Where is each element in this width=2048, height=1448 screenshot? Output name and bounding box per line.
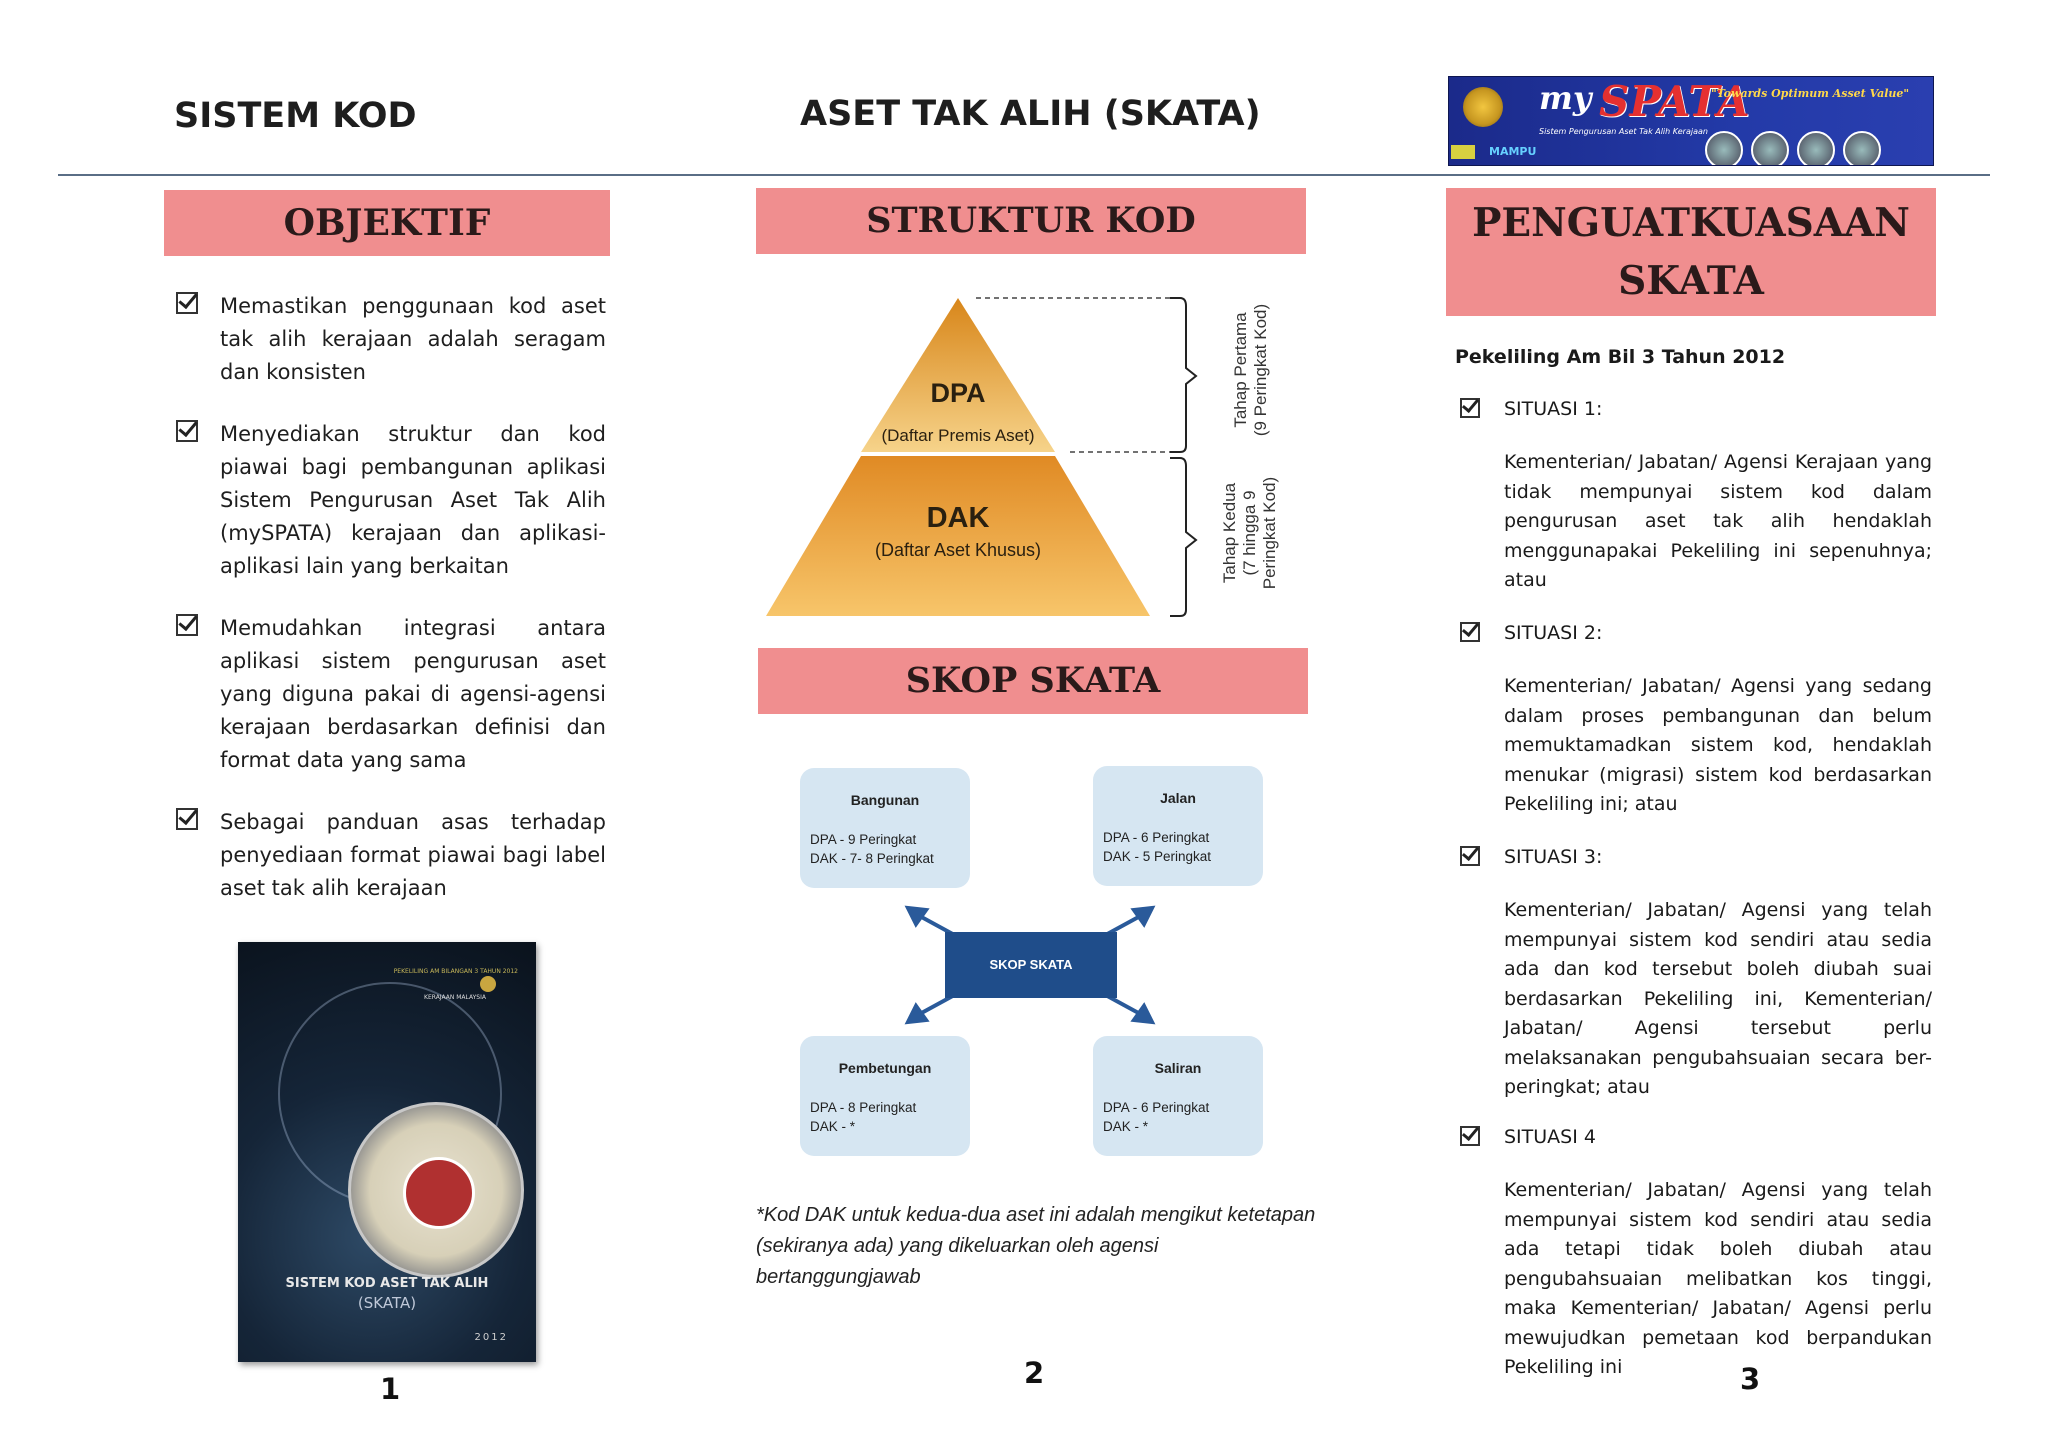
page-number-1: 1: [380, 1372, 401, 1406]
scope-box-title: Jalan: [1160, 790, 1196, 806]
pyramid-bottom-tier: [766, 456, 1150, 616]
scope-box-line1: DPA - 6 Peringkat: [1103, 1100, 1210, 1115]
tunnel-photo-icon: [1797, 131, 1835, 166]
book-top-text: PEKELILING AM BILANGAN 3 TAHUN 2012: [393, 968, 518, 975]
dak-sublabel: (Daftar Aset Khusus): [874, 540, 1042, 560]
situation-header: [1460, 846, 1602, 868]
scope-box-title: Pembetungan: [838, 1060, 932, 1076]
situation-label: SITUASI 1:: [1504, 398, 1603, 420]
scope-box-detail: [810, 1098, 916, 1136]
crest-icon: [480, 976, 496, 992]
checkbox-icon: [1460, 398, 1480, 418]
penguatkuasaan-banner-line1: PENGUATKUASAAN: [1472, 200, 1910, 246]
page-number-2: 2: [1024, 1356, 1045, 1390]
situation-text: Kementerian/ Jabatan/ Agensi yang sedang dalam proses pembangunan dan belum memuktamadkan sistem kod, hendaklah menukar (migrasi) sistem kod berdasarkan Pekeliling ini; atau: [1504, 675, 1932, 815]
wheel-hub: [403, 1157, 475, 1229]
malaysia-crest-icon: [1463, 87, 1503, 127]
objective-text: Menyediakan struktur dan kod piawai bagi pembangunan aplikasi Sistem Pengurusan Aset Tak Alih (mySPATA) kerajaan dan aplikasi-aplikasi lain yang berkaitan: [220, 422, 606, 578]
book-subtitle: (SKATA): [357, 1294, 417, 1312]
scope-box-jalan: [1093, 766, 1263, 886]
level1-brace: [1170, 298, 1196, 452]
level2-line3: Peringkat Kod): [1260, 476, 1279, 590]
river-photo-icon: [1843, 131, 1881, 166]
logo-my: my: [1539, 79, 1592, 117]
logo-org: MAMPU: [1489, 145, 1537, 158]
scope-box-detail: [1103, 828, 1211, 866]
objective-text: Memudahkan integrasi antara aplikasi sistem pengurusan aset yang diguna pakai di agensi-agensi kerajaan berdasarkan definisi dan format data yang sama: [220, 616, 606, 772]
level2-line2: (7 hingga 9: [1240, 490, 1259, 576]
skop-skata-center-box: SKOP SKATA: [945, 932, 1117, 998]
situation-label: SITUASI 2:: [1504, 622, 1603, 644]
header-left-title: SISTEM KOD: [174, 96, 417, 136]
scope-box-title: Saliran: [1154, 1060, 1202, 1076]
situation-label: SITUASI 3:: [1504, 846, 1603, 868]
dpa-sublabel: (Daftar Premis Aset): [881, 426, 1035, 445]
situation-label: SITUASI 4: [1504, 1126, 1596, 1148]
dak-label: DAK: [926, 502, 990, 534]
checkbox-icon: [176, 420, 198, 442]
situation-header: [1460, 398, 1602, 420]
jkr-emblem-icon: [1451, 145, 1475, 159]
objective-item: [176, 806, 606, 905]
pyramid-diagram: [740, 280, 1300, 630]
checkbox-icon: [176, 808, 198, 830]
logo-spata: SPATA: [1599, 77, 1750, 126]
objective-item: [176, 418, 606, 583]
situation-text: Kementerian/ Jabatan/ Agensi yang telah mempunyai sistem kod sendiri atau sedia ada dan kod tersebut boleh diubah suai berdasarkan Pekeliling ini, Kementerian/ Jabatan/ Agensi tersebut perlu melaksanakan pengubahsuaian secara ber-peringkat; atau: [1504, 899, 1932, 1098]
scope-box-detail: [810, 830, 934, 868]
circular-title: Pekeliling Am Bil 3 Tahun 2012: [1455, 346, 1786, 368]
checkbox-icon: [176, 614, 198, 636]
logo-subtitle: Sistem Pengurusan Aset Tak Alih Kerajaan: [1539, 127, 1708, 136]
myspata-logo: [1448, 76, 1934, 166]
level2-line1: Tahap Kedua: [1220, 482, 1239, 584]
level2-label: [1220, 458, 1286, 608]
scope-box-saliran: [1093, 1036, 1263, 1156]
scope-box-line2: DAK - *: [810, 1119, 856, 1134]
level1-line2: (9 Peringkat Kod): [1251, 303, 1270, 437]
level2-brace: [1170, 458, 1196, 616]
situation-text: Kementerian/ Jabatan/ Agensi yang telah mempunyai sistem kod sendiri atau sedia ada tetapi tidak boleh diubah atau pengubahsuaian melibatkan kos tinggi, maka Kementerian/ Jabatan/ Agensi perlu mewujudkan pemetaan kod berpandukan Pekeliling ini: [1504, 1179, 1932, 1378]
scope-box-line1: DPA - 6 Peringkat: [1103, 830, 1210, 845]
book-title: SISTEM KOD ASET TAK ALIH: [285, 1276, 489, 1291]
scope-box-line1: DPA - 8 Peringkat: [810, 1100, 917, 1115]
header-divider: [58, 174, 1990, 176]
skop-skata-banner-text: SKOP SKATA: [905, 660, 1161, 701]
page-number-3: 3: [1740, 1362, 1761, 1396]
checkbox-icon: [1460, 1126, 1480, 1146]
level1-line1: Tahap Pertama: [1231, 312, 1250, 428]
scope-box-line1: DPA - 9 Peringkat: [810, 832, 917, 847]
road-photo-icon: [1751, 131, 1789, 166]
skata-book-cover: [238, 942, 536, 1362]
struktur-kod-banner: [756, 188, 1306, 254]
logo-tagline: "Towards Optimum Asset Value": [1711, 87, 1910, 100]
building-photo-icon: [1705, 131, 1743, 166]
penguatkuasaan-banner-line2: SKATA: [1618, 258, 1764, 304]
objektif-banner: [164, 190, 610, 256]
situation-text: Kementerian/ Jabatan/ Agensi Kerajaan yang tidak mempunyai sistem kod dalam pengurusan aset tak alih hendaklah menggunapakai Pekeliling ini sepenuhnya; atau: [1504, 451, 1932, 591]
scope-box-line2: DAK - *: [1103, 1119, 1149, 1134]
level1-label: [1231, 285, 1275, 455]
dpa-label: DPA: [930, 378, 986, 408]
objektif-banner-text: OBJEKTIF: [283, 202, 491, 244]
book-gov-text: KERAJAAN MALAYSIA: [424, 994, 486, 1001]
dak-footnote: *Kod DAK untuk kedua-dua aset ini adalah mengikut ketetapan (sekiranya ada) yang dikeluarkan oleh agensi bertanggungjawab: [756, 1204, 1316, 1288]
checkbox-icon: [1460, 622, 1480, 642]
checkbox-icon: [176, 292, 198, 314]
book-diagram-wheel: [348, 1102, 524, 1278]
scope-box-line2: DAK - 5 Peringkat: [1103, 849, 1212, 864]
scope-box-bangunan: [800, 768, 970, 888]
situation-header: [1460, 622, 1602, 644]
objective-text: Memastikan penggunaan kod aset tak alih kerajaan adalah seragam dan konsisten: [220, 294, 606, 384]
penguatkuasaan-banner: [1446, 188, 1936, 316]
header-center-title: ASET TAK ALIH (SKATA): [800, 94, 1261, 134]
objective-item: [176, 290, 606, 389]
book-year: 2012: [474, 1332, 508, 1343]
scope-box-pembetungan: [800, 1036, 970, 1156]
checkbox-icon: [1460, 846, 1480, 866]
objective-item: [176, 612, 606, 777]
scope-box-line2: DAK - 7- 8 Peringkat: [810, 851, 934, 866]
scope-box-detail: [1103, 1098, 1209, 1136]
skop-skata-banner: [758, 648, 1308, 714]
objective-text: Sebagai panduan asas terhadap penyediaan format piawai bagi label aset tak alih kerajaan: [220, 810, 606, 900]
struktur-kod-banner-text: STRUKTUR KOD: [866, 200, 1196, 241]
scope-box-title: Bangunan: [850, 792, 920, 808]
situation-header: [1460, 1126, 1596, 1148]
